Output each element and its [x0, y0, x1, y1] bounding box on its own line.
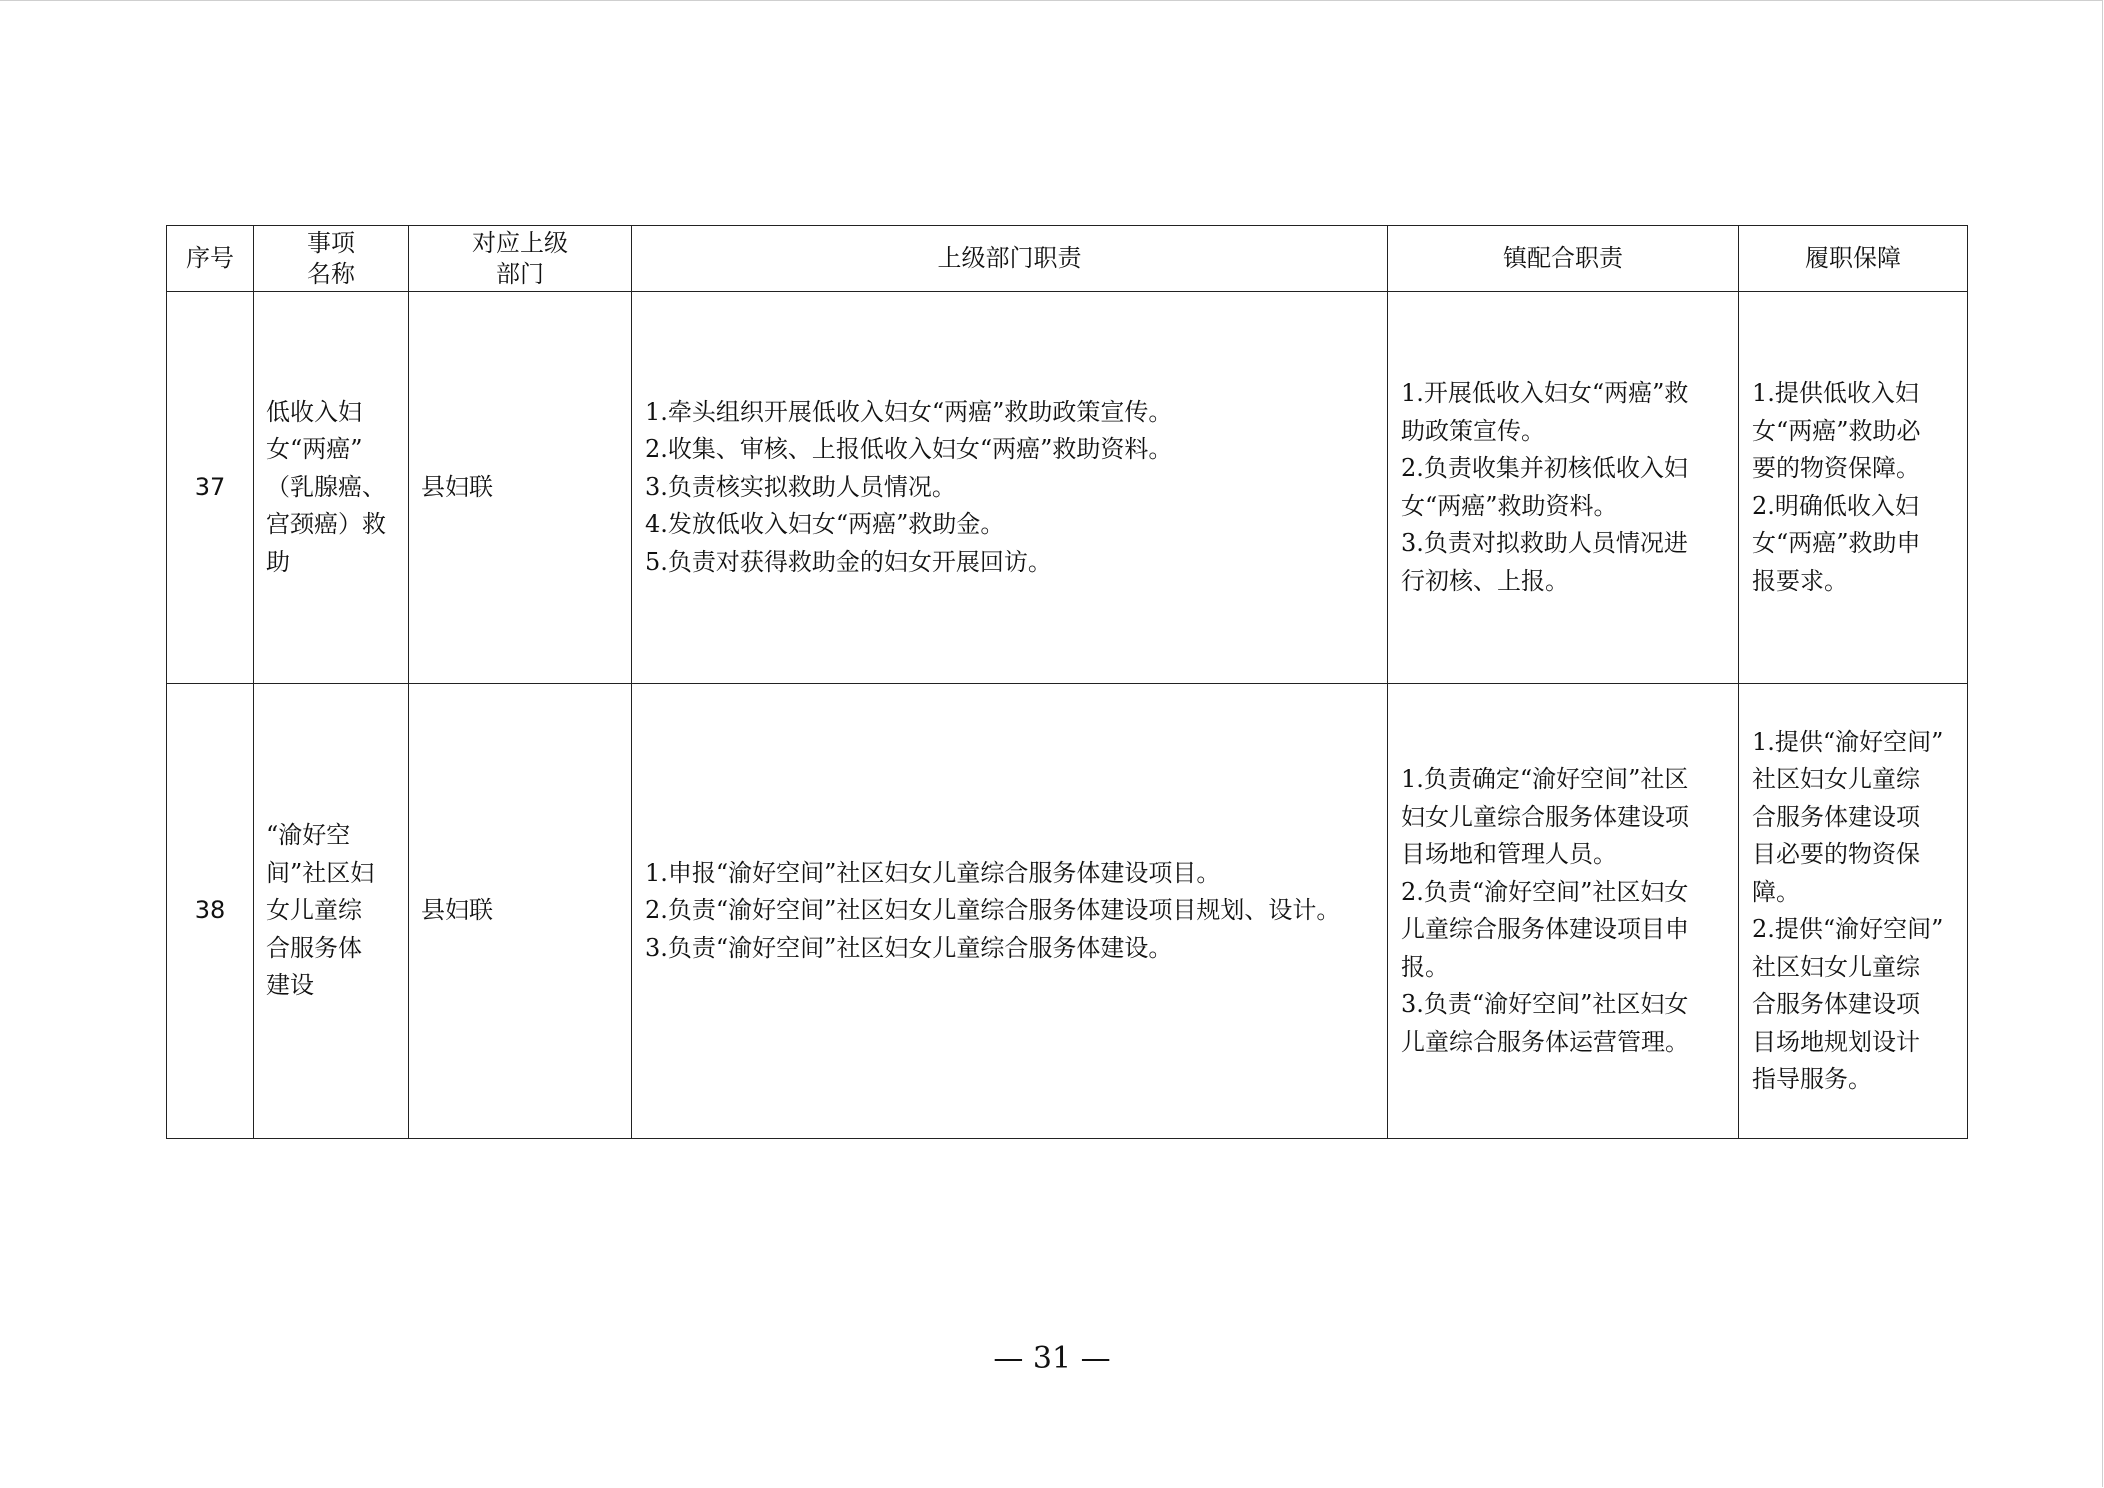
header-item-name: 事项 名称 [254, 226, 409, 292]
superior-department: 县妇联 [409, 292, 632, 684]
table-header-row [167, 226, 1968, 292]
guarantee: 1.提供低收入妇 女“两癌”救助必 要的物资保障。 2.明确低收入妇 女“两癌”救助申 报要求。 [1739, 292, 1968, 684]
guarantee: 1.提供“渝好空间” 社区妇女儿童综 合服务体建设项 目必要的物资保 障。 2.提供“渝好空间” 社区妇女儿童综 合服务体建设项 目场地规划设计 指导服务。 [1739, 684, 1968, 1139]
town-duties: 1.负责确定“渝好空间”社区 妇女儿童综合服务体建设项 目场地和管理人员。 2.负责“渝好空间”社区妇女 儿童综合服务体建设项目申 报。 3.负责“渝好空间”社区妇女 儿童综合服务体运营管理。 [1388, 684, 1739, 1139]
table-row [167, 684, 1968, 1139]
town-duties: 1.开展低收入妇女“两癌”救 助政策宣传。 2.负责收集并初核低收入妇 女“两癌”救助资料。 3.负责对拟救助人员情况进 行初核、上报。 [1388, 292, 1739, 684]
header-guarantee: 履职保障 [1739, 226, 1968, 292]
duty-table [166, 225, 1968, 1139]
page-number: — 31 — [993, 1341, 1111, 1376]
item-name: “渝好空 间”社区妇 女儿童综 合服务体 建设 [254, 684, 409, 1139]
row-number: 37 [167, 292, 254, 684]
header-superior-department: 对应上级 部门 [409, 226, 632, 292]
table-row [167, 292, 1968, 684]
superior-department: 县妇联 [409, 684, 632, 1139]
superior-duties: 1.牵头组织开展低收入妇女“两癌”救助政策宣传。 2.收集、审核、上报低收入妇女“两癌”救助资料。 3.负责核实拟救助人员情况。 4.发放低收入妇女“两癌”救助金。 5.负责对获得救助金的妇女开展回访。 [632, 292, 1388, 684]
header-superior-duties: 上级部门职责 [632, 226, 1388, 292]
header-town-duties: 镇配合职责 [1388, 226, 1739, 292]
item-name: 低收入妇 女“两癌” （乳腺癌、 宫颈癌）救 助 [254, 292, 409, 684]
row-number: 38 [167, 684, 254, 1139]
superior-duties: 1.申报“渝好空间”社区妇女儿童综合服务体建设项目。 2.负责“渝好空间”社区妇女儿童综合服务体建设项目规划、设计。 3.负责“渝好空间”社区妇女儿童综合服务体建设。 [632, 684, 1388, 1139]
header-seq: 序号 [167, 226, 254, 292]
